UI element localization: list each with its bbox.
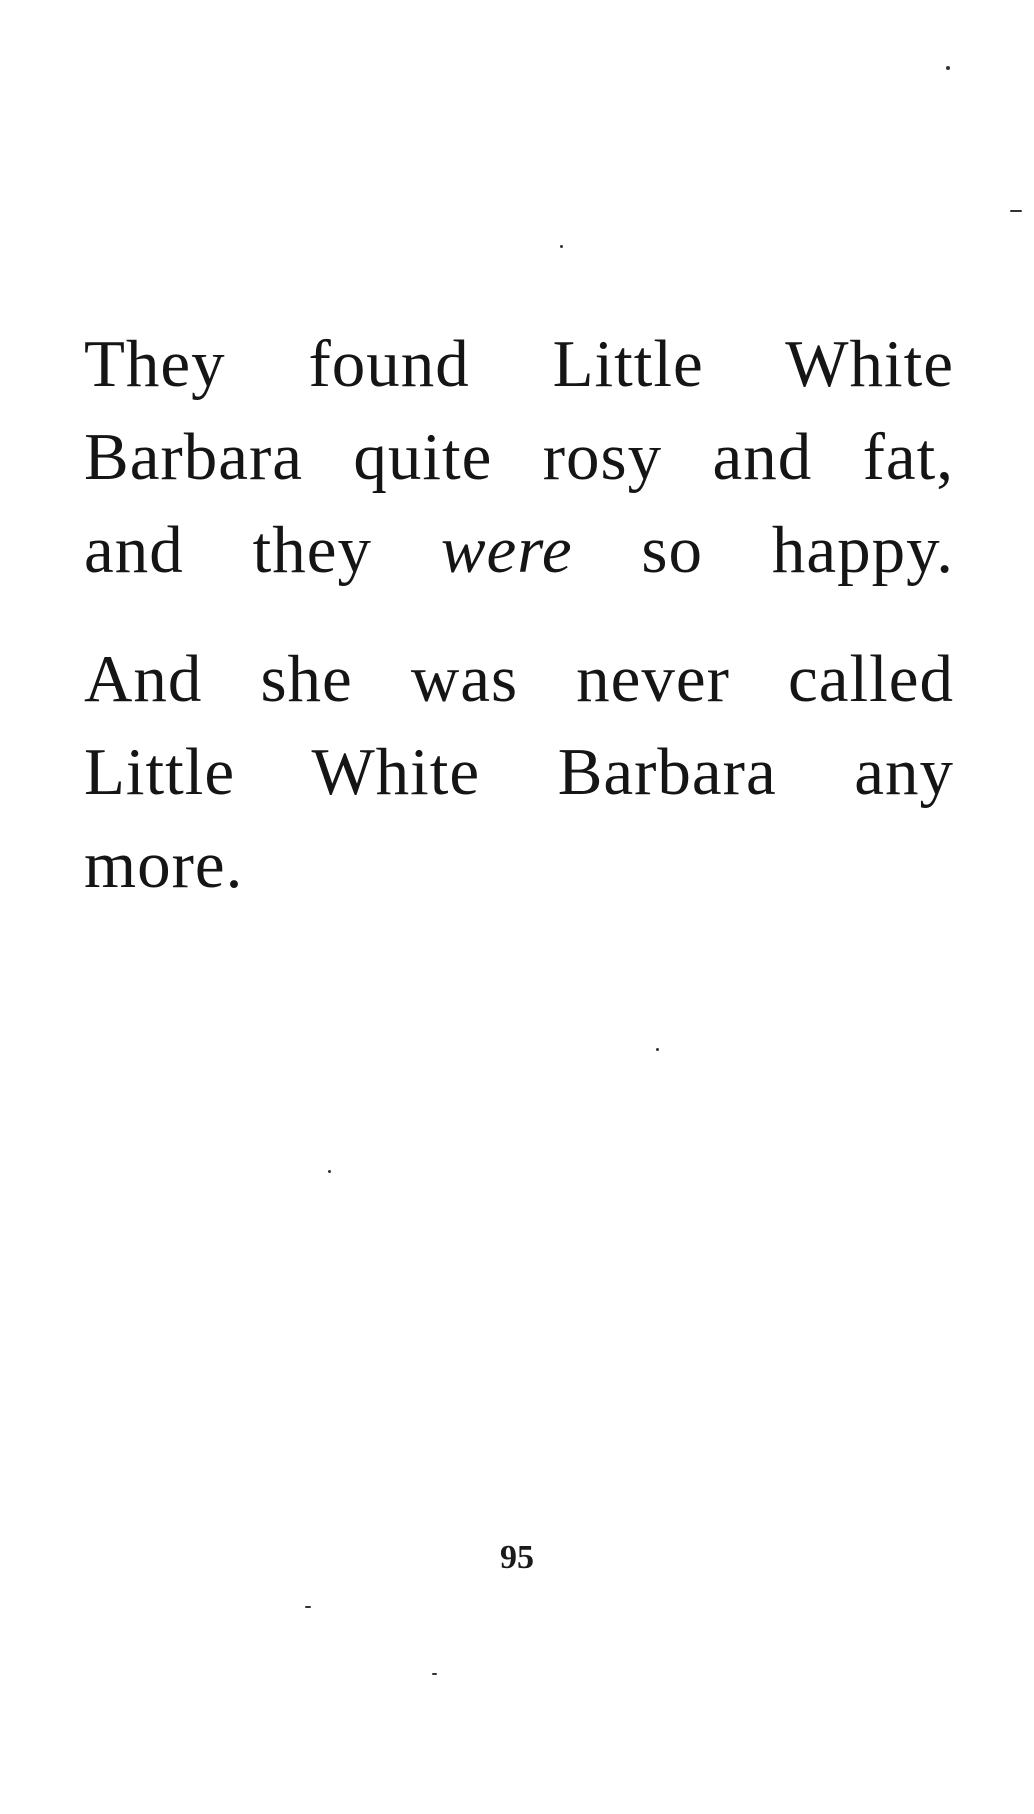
text-line bbox=[84, 726, 954, 819]
paragraph-1 bbox=[84, 318, 954, 597]
text-segment: And she was never called bbox=[84, 642, 954, 716]
text-segment: more. bbox=[84, 828, 244, 902]
text-segment: Little White Barbara any bbox=[84, 735, 954, 809]
text-line bbox=[84, 819, 954, 912]
text-line bbox=[84, 633, 954, 726]
scan-speck bbox=[1010, 210, 1022, 212]
text-line bbox=[84, 318, 954, 411]
scan-speck bbox=[305, 1606, 311, 1608]
page-number: 95 bbox=[500, 1539, 534, 1576]
scan-speck bbox=[432, 1673, 437, 1675]
paragraph-2 bbox=[84, 633, 954, 912]
text-segment: They found Little White bbox=[84, 327, 954, 401]
text-segment: and they bbox=[84, 513, 441, 587]
scan-speck bbox=[656, 1048, 659, 1051]
text-line bbox=[84, 504, 954, 597]
emphasized-word: were bbox=[440, 513, 573, 587]
scan-speck bbox=[946, 66, 950, 70]
scan-speck bbox=[560, 245, 563, 248]
text-segment: Barbara quite rosy and fat, bbox=[84, 420, 954, 494]
text-segment: so happy. bbox=[572, 513, 954, 587]
text-line bbox=[84, 411, 954, 504]
scan-speck bbox=[328, 1170, 331, 1173]
